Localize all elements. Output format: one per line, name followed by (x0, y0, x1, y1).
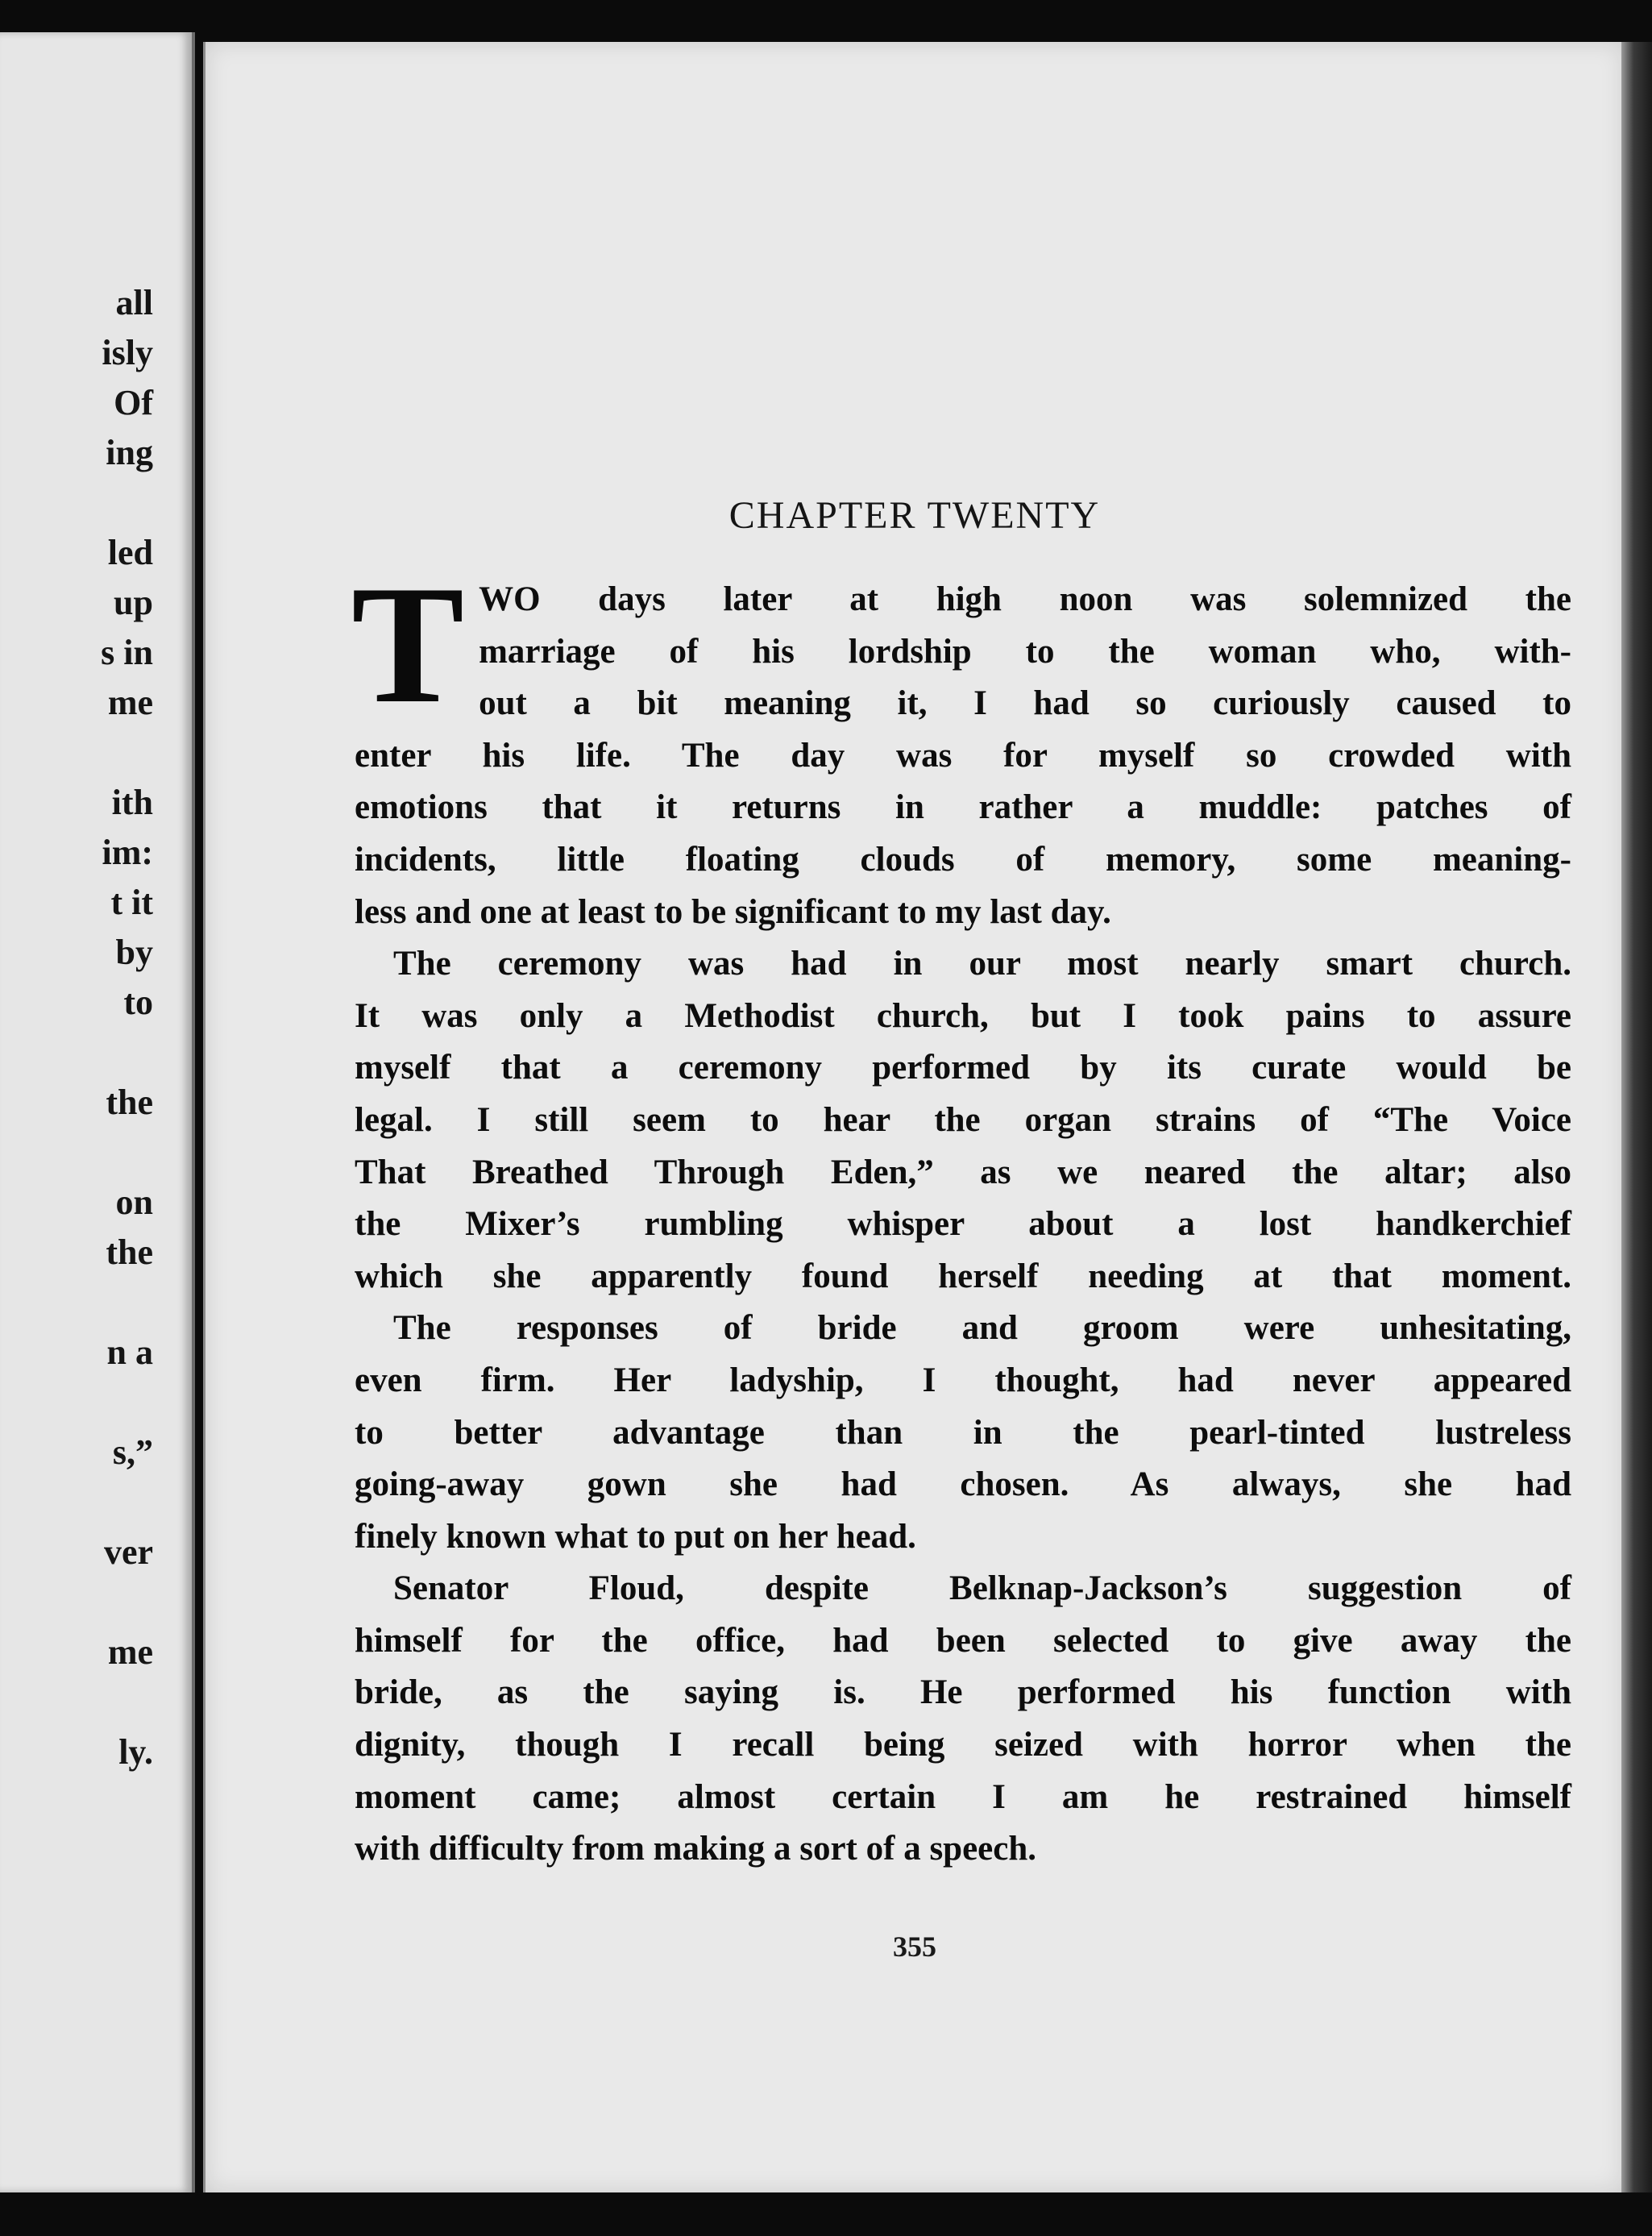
left-page-text-edge (0, 32, 185, 2192)
text-line: going-away gown she had chosen. As always, she had (355, 1465, 1571, 1504)
text-line: dignity, though I recall being seized with horror when the (355, 1726, 1571, 1764)
left-page-fragment: ver (103, 1532, 153, 1572)
text-line: incidents, little floating clouds of memory, some meaning- (355, 840, 1571, 879)
text-line: It was only a Methodist church, but I took pains to assure (355, 996, 1571, 1035)
left-page-fragment: Of (114, 383, 153, 422)
page-edge-shadow (1621, 42, 1652, 2192)
text-line: That Breathed Through Eden,” as we neared the altar; also (355, 1153, 1571, 1191)
left-page-fragment: ly. (118, 1732, 153, 1772)
text-line: which she apparently found herself needing at that moment. (355, 1257, 1571, 1295)
text-line: marriage of his lordship to the woman who, with- (479, 632, 1571, 671)
left-page-fragment: isly (102, 333, 153, 372)
left-page-fragment: ing (106, 433, 153, 472)
left-page-fragment: on (115, 1182, 153, 1222)
text-line: less and one at least to be significant to my last day. (355, 892, 1111, 931)
left-page-fragment: all (115, 283, 153, 322)
left-page-fragment: im: (102, 833, 153, 872)
left-page-fragment: to (123, 983, 153, 1022)
left-page-fragment: the (106, 1232, 153, 1272)
paragraph-3 (355, 1303, 1571, 1563)
text-line: himself for the office, had been selected to give away the (355, 1621, 1571, 1660)
left-facing-page (0, 32, 195, 2192)
text-line: legal. I still seem to hear the organ strains of “The Voice (355, 1100, 1571, 1139)
text-line: moment came; almost certain I am he restrained himself (355, 1777, 1571, 1816)
paragraph-1 (351, 551, 1571, 938)
text-line: enter his life. The day was for myself so crowded with (355, 736, 1571, 775)
text-line: myself that a ceremony performed by its curate would be (355, 1049, 1571, 1087)
left-page-fragment: me (107, 683, 153, 722)
page-number: 355 (893, 1931, 936, 1963)
left-page-fragment: up (114, 583, 153, 622)
text-line: The ceremony was had in our most nearly smart church. (393, 945, 1571, 983)
left-page-fragment: t it (110, 883, 153, 922)
text-line: WO days later at high noon was solemnized the (479, 580, 1571, 618)
left-page-fragment: s,” (112, 1432, 153, 1472)
text-line: even firm. Her ladyship, I thought, had never appeared (355, 1361, 1571, 1399)
drop-cap: T (351, 551, 465, 738)
paragraph-4 (355, 1563, 1571, 1876)
left-page-fragment: by (115, 933, 153, 972)
book-page (203, 42, 1624, 2192)
text-line: out a bit meaning it, I had so curiously caused to (479, 684, 1571, 723)
text-line: emotions that it returns in rather a muddle: patches of (355, 788, 1571, 827)
left-page-fragment: ith (111, 783, 153, 822)
left-page-fragment: me (107, 1632, 153, 1672)
left-page-fragment: n a (106, 1332, 153, 1372)
text-line: Senator Floud, despite Belknap-Jackson’s suggestion of (393, 1569, 1571, 1608)
body-text (351, 551, 1571, 1876)
paragraph-2 (355, 938, 1571, 1303)
left-page-fragment: the (106, 1083, 153, 1122)
text-line: bride, as the saying is. He performed his function with (355, 1673, 1571, 1712)
chapter-title: CHAPTER TWENTY (728, 494, 1101, 537)
left-page-fragment: led (107, 533, 153, 572)
text-line: finely known what to put on her head. (355, 1517, 916, 1556)
left-page-fragment: s in (101, 633, 153, 672)
text-line: The responses of bride and groom were unhesitating, (393, 1309, 1571, 1348)
text-line: to better advantage than in the pearl-tinted lustreless (355, 1413, 1571, 1452)
text-line: the Mixer’s rumbling whisper about a lost handkerchief (355, 1205, 1571, 1244)
text-line: with difficulty from making a sort of a speech. (355, 1830, 1037, 1868)
